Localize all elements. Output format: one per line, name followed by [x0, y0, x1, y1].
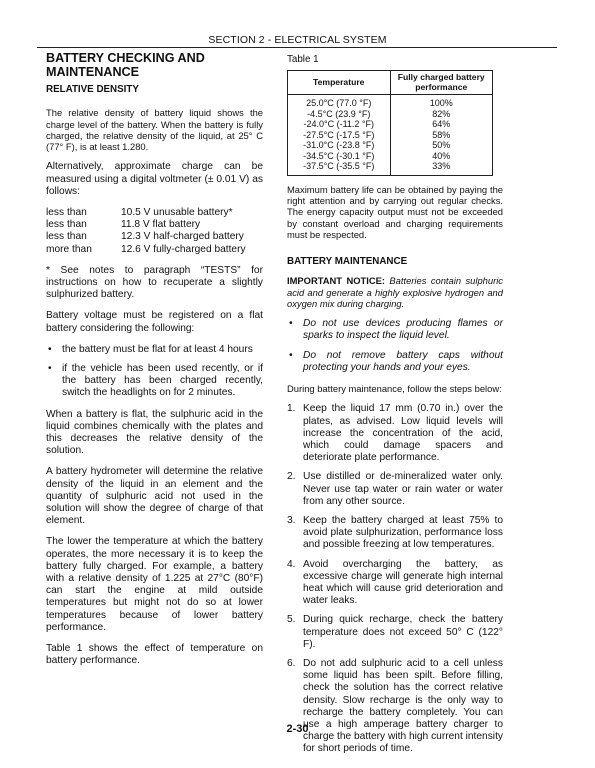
step-text: Do not add sulphuric acid to a cell unless some liquid has been spilt. Before filling, check the solution has the correct relative density. Slow recharge is the only way to recharge the battery completely. You can use a high amperage battery charger to charge the battery with high current intensity for short periods of time.	[303, 658, 503, 755]
page-title: BATTERY CHECKING AND MAINTENANCE	[46, 51, 205, 79]
performance-value: 100%	[429, 98, 453, 109]
step-number: 2.	[287, 471, 296, 483]
list-item: • Do not use devices producing flames or sparks to inspect the liquid level.	[287, 318, 503, 342]
step-text: Use distilled or de-mineralized water only. Never use tap water or rain water or water from any other source.	[303, 471, 503, 507]
column-header-performance: Fully charged battery performance	[390, 71, 493, 95]
subtitle-relative-density: RELATIVE DENSITY	[46, 84, 139, 95]
list-item: • the battery must be flat for at least 4 hours	[46, 344, 263, 356]
paragraph-tests-note: * See notes to paragraph “TESTS” for instructions on how to recuperate a slightly sulphurized battery.	[46, 264, 263, 301]
step-number: 3.	[287, 515, 296, 527]
list-item	[287, 471, 503, 508]
column-header-temperature: Temperature	[288, 71, 391, 95]
charge-condition: less than	[46, 231, 87, 243]
charge-level-row	[46, 207, 263, 219]
charge-level-row	[46, 219, 263, 231]
important-notice	[287, 275, 503, 309]
right-column	[287, 52, 503, 763]
steps-intro: During battery maintenance, follow the steps below:	[287, 383, 502, 395]
charge-condition: less than	[46, 219, 87, 231]
list-item	[287, 559, 503, 608]
temperature-cell	[288, 95, 391, 176]
temperature-value: 25.0°C (77.0 °F)	[306, 98, 372, 109]
performance-value: 82%	[432, 108, 451, 119]
step-text: Keep the battery charged at least 75% to avoid plate sulphurization, performance loss and possible freezing at low temperatures.	[303, 515, 503, 551]
performance-value: 58%	[432, 129, 451, 140]
charge-level-row	[46, 231, 263, 243]
temperature-value: -24.0°C (-11.2 °F)	[303, 119, 375, 130]
important-notice-label: IMPORTANT NOTICE:	[287, 275, 385, 287]
temperature-value: -4.5°C (23.9 °F)	[307, 108, 371, 119]
header-rule	[37, 47, 557, 48]
performance-value: 64%	[432, 119, 451, 130]
paragraph-table-reference: Table 1 shows the effect of temperature on battery performance.	[46, 643, 263, 667]
performance-value: 40%	[432, 150, 451, 161]
charge-condition: more than	[46, 243, 92, 255]
charge-description: 12.3 V half-charged battery	[121, 231, 244, 243]
condition-list	[46, 344, 263, 400]
charge-description: 11.8 V flat battery	[121, 219, 201, 231]
left-column	[46, 52, 263, 677]
maintenance-steps	[287, 403, 503, 755]
list-item: • Do not remove battery caps without protecting your hands and your eyes.	[287, 350, 503, 374]
warning-list	[287, 318, 503, 374]
temperature-table	[287, 70, 493, 176]
section-title-maintenance: BATTERY MAINTENANCE	[287, 256, 408, 268]
list-item	[287, 614, 503, 651]
list-item	[287, 403, 503, 464]
paragraph-voltmeter: Alternatively, approximate charge can be measured using a digital voltmeter (± 0.01 V) as follows:	[46, 161, 263, 197]
step-text: During quick recharge, check the battery temperature does not exceed 50° C (122° F).	[303, 614, 503, 650]
charge-condition: less than	[46, 207, 87, 218]
charge-description: 12.6 V fully-charged battery	[121, 243, 246, 255]
list-item: • if the vehicle has been used recently, or if the battery has been charged recently, switch the headlights on for 2 minutes.	[46, 363, 263, 400]
page-number: 2-30	[286, 723, 309, 735]
paragraph-battery-life: Maximum battery life can be obtained by paying the right attention and by carrying out regular checks. The energy capacity output must not be exceeded by constant overload and charging requirements must be respected.	[287, 183, 503, 240]
table-header-row	[288, 71, 493, 95]
performance-cell	[390, 95, 493, 176]
step-number: 1.	[287, 403, 296, 415]
section-header: SECTION 2 - ELECTRICAL SYSTEM	[208, 34, 387, 46]
temperature-value: -31.0°C (-23.8 °F)	[303, 140, 375, 151]
temperature-value: -34.5°C (-30.1 °F)	[303, 150, 375, 161]
step-number: 5.	[287, 614, 296, 626]
charge-description: 10.5 V unusable battery*	[121, 207, 233, 218]
paragraph-relative-density: The relative density of battery liquid shows the charge level of the battery. When the battery is fully charged, the relative density of the liquid, at 25° C (77° F), is at least 1.280.	[46, 107, 263, 153]
paragraph-voltage-register: Battery voltage must be registered on a flat battery considering the following:	[46, 310, 263, 334]
table-row	[288, 95, 493, 176]
list-item	[287, 658, 503, 756]
list-item	[287, 515, 503, 552]
table-title: Table 1	[287, 54, 319, 65]
step-text: Keep the liquid 17 mm (0.70 in.) over the plates, as advised. Low liquid levels will increase the concentration of the acid, which could damage spacers and deteriorate plate performance.	[303, 403, 503, 464]
paragraph-hydrometer: A battery hydrometer will determine the relative density of the liquid in an element and the quantity of sulphuric acid not used in the solution will show the degree of charge of that element.	[46, 466, 263, 527]
performance-value: 33%	[432, 161, 451, 172]
charge-level-list	[46, 207, 263, 256]
step-number: 4.	[287, 558, 296, 570]
temperature-value: -27.5°C (-17.5 °F)	[303, 129, 375, 140]
temperature-value: -37.5°C (-35.5 °F)	[303, 161, 375, 172]
paragraph-temperature: The lower the temperature at which the battery operates, the more necessary it is to keep the battery fully charged. For example, a battery with a relative density of 1.225 at 27°C (80°F) can start the engine at mild outside temperatures but might not do so at lower temperatures because of lower battery performance.	[46, 536, 263, 633]
step-text: Avoid overcharging the battery, as excessive charge will generate high internal heat which will cause grid deterioration and water leaks.	[303, 558, 503, 607]
step-number: 6.	[287, 658, 296, 670]
paragraph-flat-battery: When a battery is flat, the sulphuric acid in the liquid combines chemically with the plates and this decreases the relative density of the solution.	[46, 408, 263, 457]
performance-value: 50%	[432, 140, 451, 151]
important-notice-text: Batteries contain sulphuric acid and generate a highly explosive hydrogen and oxygen mix during charging.	[287, 275, 503, 309]
charge-level-row	[46, 244, 263, 256]
